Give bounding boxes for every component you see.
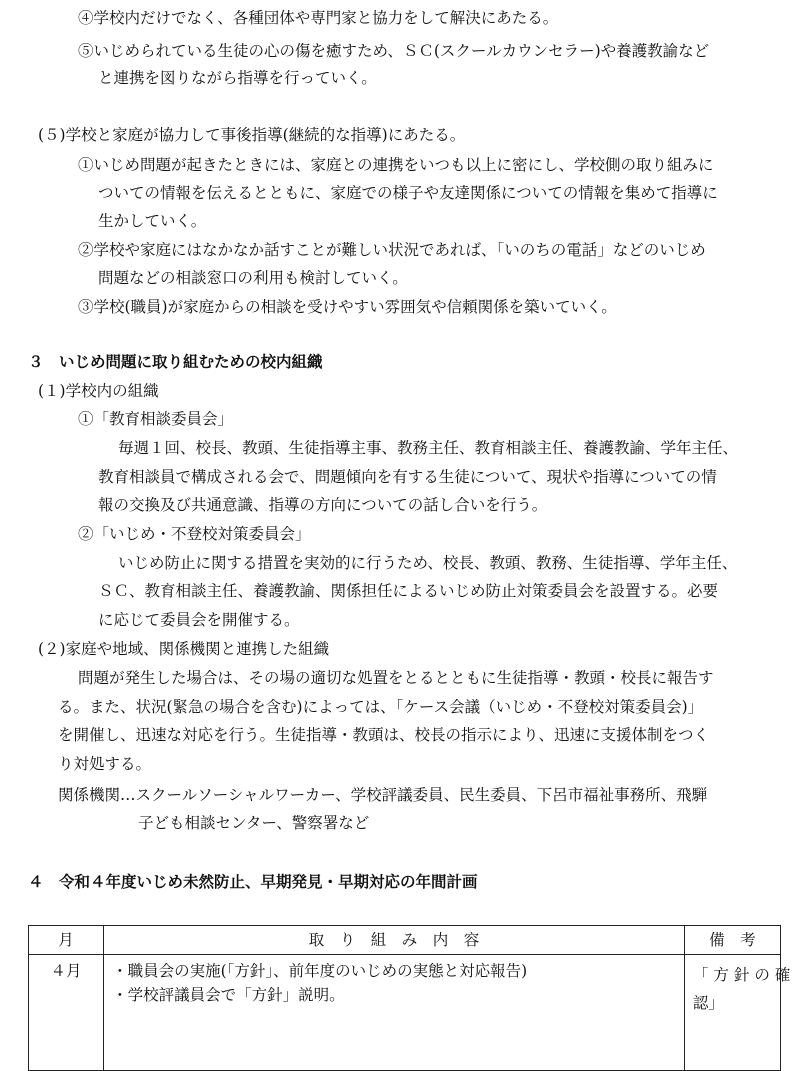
text-line: ②「いじめ・不登校対策委員会」 [78,525,311,543]
section-subheading: (５)学校と家庭が協力して事後指導(継続的な指導)にあたる。 [38,126,466,144]
header-month: 月 [29,926,104,955]
text-line: 生かしていく。 [98,212,207,230]
section-subheading: (１)学校内の組織 [38,382,159,400]
text-line: ついての情報を伝えるとともに、家庭での様子や友達関係についての情報を集めて指導に [98,184,718,202]
note-cell [684,955,796,1071]
text-line: ④学校内だけでなく、各種団体や専門家と協力をして解決にあたる。 [78,9,559,27]
text-line: 問題が発生した場合は、その場の適切な処置をとるとともに生徒指導・教頭・校長に報告す [78,669,714,687]
text-line: ①いじめ問題が起きたときには、家庭との連携をいつも以上に密にし、学校側の取り組みに [78,156,714,174]
text-line: ①「教育相談委員会」 [78,410,234,428]
text-line: 関係機関…スクールソーシャルワーカー、学校評議委員、民生委員、下呂市福祉事務所、飛騨 [58,786,708,804]
text-line: と連携を図りながら指導を行っていく。 [98,69,377,87]
text-line: ＳＣ、教育相談主任、養護教諭、関係担任によるいじめ防止対策委員会を設置する。必要 [98,582,719,600]
text-line: ②学校や家庭にはなかなか話すことが難しい状況であれば、「いのちの電話」などのいじめ [78,241,706,259]
month-cell: ４月 [29,955,104,1071]
table-row [29,955,781,1071]
text-line: 子ども相談センター、警察署など [138,814,370,832]
text-line: る。また、状況(緊急の場合を含む)によっては、「ケース会議（いじめ・不登校対策委員会)」 [58,698,704,716]
text-line: ③学校(職員)が家庭からの相談を受けやすい雰囲気や信頼関係を築いていく。 [78,298,617,316]
note-text: 「方針の確 [692,966,796,984]
section-subheading: (２)家庭や地域、関係機関と連携した組織 [38,640,330,658]
list-item: ・職員会の実施(「方針」、前年度のいじめの実態と対応報告) [112,962,528,980]
list-item: ・学校評議員会で「方針」説明。 [112,986,345,1004]
content-cell [104,955,685,1071]
table-header-row [29,926,781,955]
section-heading: ３ いじめ問題に取り組むための校内組織 [28,353,323,371]
text-line: ⑤いじめられている生徒の心の傷を癒すため、ＳＣ(スクールカウンセラー)や養護教諭など [78,42,710,60]
text-line: 報の交換及び共通意識、指導の方向についての話し合いを行う。 [98,496,548,514]
text-line: 毎週１回、校長、教頭、生徒指導主事、教務主任、教育相談主任、養護教諭、学年主任、 [118,439,739,457]
text-line: り対処する。 [58,755,152,773]
annual-plan-table [28,925,796,1071]
text-line: 問題などの相談窓口の利用も検討していく。 [98,269,408,287]
text-line: いじめ防止に関する措置を実効的に行うため、校長、教頭、教務、生徒指導、学年主任、 [118,554,738,572]
section-heading: ４ 令和４年度いじめ未然防止、早期発見・早期対応の年間計画 [28,873,478,891]
text-line: に応じて委員会を開催する。 [98,611,300,629]
note-text: 認」 [692,994,724,1012]
header-note: 備 考 [684,926,780,955]
header-content: 取 り 組 み 内 容 [104,926,685,955]
text-line: を開催し、迅速な対応を行う。生徒指導・教頭は、校長の指示により、迅速に支援体制をつく [58,726,710,744]
text-line: 教育相談員で構成される会で、問題傾向を有する生徒について、現状や指導についての情 [98,468,717,486]
